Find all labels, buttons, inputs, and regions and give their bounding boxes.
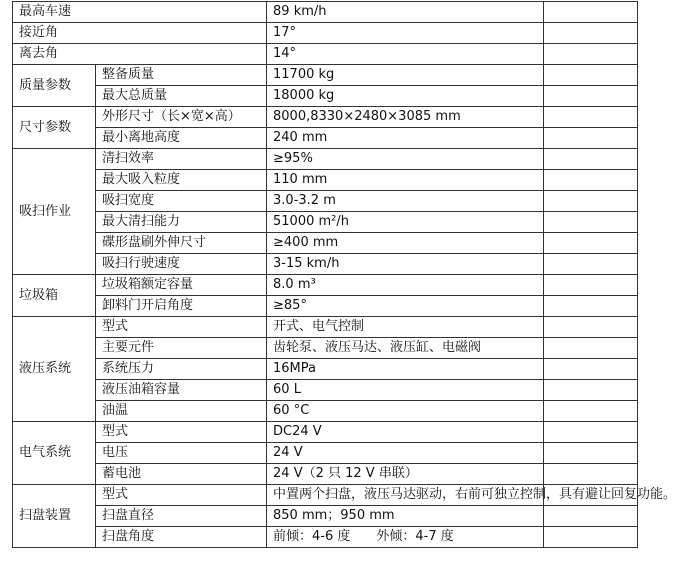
empty-cell bbox=[544, 170, 638, 191]
table-row bbox=[13, 527, 638, 548]
spec-value: 110 mm bbox=[267, 170, 544, 191]
table-row bbox=[13, 485, 638, 506]
table-row bbox=[13, 338, 638, 359]
table-row bbox=[13, 443, 638, 464]
table-row bbox=[13, 296, 638, 317]
spec-value: 51000 m²/h bbox=[267, 212, 544, 233]
spec-label: 系统压力 bbox=[96, 359, 267, 380]
spec-value: 16MPa bbox=[267, 359, 544, 380]
empty-cell bbox=[544, 401, 638, 422]
table-row bbox=[13, 86, 638, 107]
empty-cell bbox=[544, 44, 638, 65]
spec-label: 吸扫行驶速度 bbox=[96, 254, 267, 275]
spec-label: 吸扫宽度 bbox=[96, 191, 267, 212]
table-row bbox=[13, 464, 638, 485]
spec-value: 中置两个扫盘，液压马达驱动，右前可独立控制，具有避让回复功能。 bbox=[267, 485, 544, 506]
empty-cell bbox=[544, 86, 638, 107]
spec-label: 卸料门开启角度 bbox=[96, 296, 267, 317]
spec-value: 11700 kg bbox=[267, 65, 544, 86]
table-row bbox=[13, 191, 638, 212]
table-row bbox=[13, 506, 638, 527]
empty-cell bbox=[544, 380, 638, 401]
table-row bbox=[13, 401, 638, 422]
spec-label: 电压 bbox=[96, 443, 267, 464]
spec-label: 扫盘角度 bbox=[96, 527, 267, 548]
empty-cell bbox=[544, 422, 638, 443]
table-row bbox=[13, 380, 638, 401]
empty-cell bbox=[544, 212, 638, 233]
spec-label: 油温 bbox=[96, 401, 267, 422]
spec-value: 前倾：4-6 度 外倾：4-7 度 bbox=[267, 527, 544, 548]
spec-value: 24 V bbox=[267, 443, 544, 464]
spec-value: 18000 kg bbox=[267, 86, 544, 107]
spec-label: 整备质量 bbox=[96, 65, 267, 86]
group-label: 垃圾箱 bbox=[13, 275, 96, 317]
spec-value: ≥400 mm bbox=[267, 233, 544, 254]
group-label: 尺寸参数 bbox=[13, 107, 96, 149]
table-row bbox=[13, 149, 638, 170]
spec-value: 240 mm bbox=[267, 128, 544, 149]
table-row bbox=[13, 317, 638, 338]
empty-cell bbox=[544, 317, 638, 338]
spec-label: 扫盘直径 bbox=[96, 506, 267, 527]
empty-cell bbox=[544, 65, 638, 86]
spec-value: ≥85° bbox=[267, 296, 544, 317]
group-label: 质量参数 bbox=[13, 65, 96, 107]
spec-label: 清扫效率 bbox=[96, 149, 267, 170]
table-row bbox=[13, 359, 638, 380]
spec-value: 850 mm；950 mm bbox=[267, 506, 544, 527]
empty-cell bbox=[544, 443, 638, 464]
spec-label: 主要元件 bbox=[96, 338, 267, 359]
spec-value: ≥95% bbox=[267, 149, 544, 170]
empty-cell bbox=[544, 128, 638, 149]
table-row bbox=[13, 212, 638, 233]
spec-value: 60 L bbox=[267, 380, 544, 401]
spec-value: 89 km/h bbox=[267, 2, 544, 23]
table-row bbox=[13, 23, 638, 44]
spec-label: 蓄电池 bbox=[96, 464, 267, 485]
spec-value: 17° bbox=[267, 23, 544, 44]
spec-label: 最高车速 bbox=[13, 2, 267, 23]
table-row bbox=[13, 107, 638, 128]
spec-value: 3-15 km/h bbox=[267, 254, 544, 275]
table-row bbox=[13, 422, 638, 443]
group-label: 液压系统 bbox=[13, 317, 96, 422]
empty-cell bbox=[544, 275, 638, 296]
table-row bbox=[13, 254, 638, 275]
spec-label: 垃圾箱额定容量 bbox=[96, 275, 267, 296]
empty-cell bbox=[544, 464, 638, 485]
spec-label: 液压油箱容量 bbox=[96, 380, 267, 401]
spec-label: 最大吸入粒度 bbox=[96, 170, 267, 191]
empty-cell bbox=[544, 338, 638, 359]
group-label: 吸扫作业 bbox=[13, 149, 96, 275]
spec-value: DC24 V bbox=[267, 422, 544, 443]
empty-cell bbox=[544, 527, 638, 548]
spec-value: 8000,8330×2480×3085 mm bbox=[267, 107, 544, 128]
spec-label: 最大总质量 bbox=[96, 86, 267, 107]
group-label: 电气系统 bbox=[13, 422, 96, 485]
spec-label: 型式 bbox=[96, 317, 267, 338]
empty-cell bbox=[544, 359, 638, 380]
empty-cell bbox=[544, 506, 638, 527]
empty-cell bbox=[544, 2, 638, 23]
empty-cell bbox=[544, 233, 638, 254]
spec-value: 60 °C bbox=[267, 401, 544, 422]
spec-label: 最小离地高度 bbox=[96, 128, 267, 149]
spec-label: 型式 bbox=[96, 485, 267, 506]
table-row bbox=[13, 65, 638, 86]
empty-cell bbox=[544, 191, 638, 212]
spec-label: 离去角 bbox=[13, 44, 267, 65]
spec-label: 碟形盘刷外伸尺寸 bbox=[96, 233, 267, 254]
table-row bbox=[13, 2, 638, 23]
spec-value: 齿轮泵、液压马达、液压缸、电磁阀 bbox=[267, 338, 544, 359]
spec-value: 24 V（2 只 12 V 串联） bbox=[267, 464, 544, 485]
spec-label: 最大清扫能力 bbox=[96, 212, 267, 233]
empty-cell bbox=[544, 107, 638, 128]
table-row bbox=[13, 128, 638, 149]
spec-label: 接近角 bbox=[13, 23, 267, 44]
table-row bbox=[13, 233, 638, 254]
empty-cell bbox=[544, 296, 638, 317]
group-label: 扫盘装置 bbox=[13, 485, 96, 548]
empty-cell bbox=[544, 23, 638, 44]
spec-label: 型式 bbox=[96, 422, 267, 443]
empty-cell bbox=[544, 149, 638, 170]
empty-cell bbox=[544, 254, 638, 275]
spec-value: 3.0-3.2 m bbox=[267, 191, 544, 212]
spec-value: 开式、电气控制 bbox=[267, 317, 544, 338]
spec-value: 14° bbox=[267, 44, 544, 65]
table-row bbox=[13, 275, 638, 296]
table-row bbox=[13, 170, 638, 191]
spec-label: 外形尺寸（长×宽×高） bbox=[96, 107, 267, 128]
spec-value: 8.0 m³ bbox=[267, 275, 544, 296]
spec-table bbox=[12, 1, 676, 548]
table-row bbox=[13, 44, 638, 65]
